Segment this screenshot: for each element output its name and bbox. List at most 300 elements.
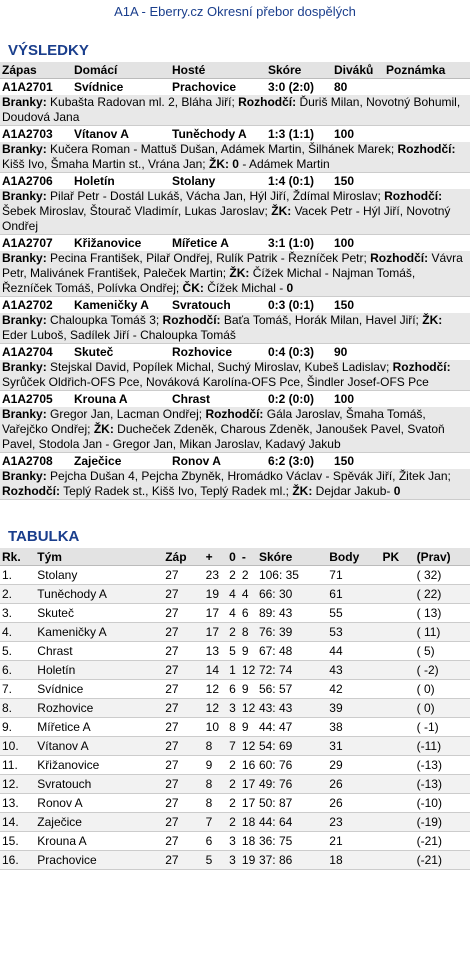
detail-label: Rozhodčí: xyxy=(205,407,264,421)
col-team: Tým xyxy=(37,548,165,566)
detail-label: Rozhodčí: xyxy=(2,484,60,498)
cell-team: Holetín xyxy=(37,661,165,680)
cell-prav: (-21) xyxy=(417,851,470,870)
results-header-skore: Skóre xyxy=(268,63,302,77)
cell-score: 44: 47 xyxy=(259,718,329,737)
cell-losses: 9 xyxy=(242,680,259,699)
cell-prav: ( 5) xyxy=(417,642,470,661)
detail-label: Branky: xyxy=(2,189,47,203)
cell-rank: 2. xyxy=(0,585,37,604)
cell-score: 66: 30 xyxy=(259,585,329,604)
cell-draws: 4 xyxy=(229,604,242,623)
cell-wins: 8 xyxy=(206,775,229,794)
match-away: Rozhovice xyxy=(172,345,233,359)
match-block xyxy=(0,297,470,344)
match-away: Tuněchody A xyxy=(172,127,247,141)
cell-losses: 18 xyxy=(242,813,259,832)
cell-played: 27 xyxy=(165,680,205,699)
cell-played: 27 xyxy=(165,832,205,851)
cell-points: 26 xyxy=(329,794,382,813)
cell-points: 23 xyxy=(329,813,382,832)
cell-pk xyxy=(383,718,417,737)
results-list xyxy=(0,79,470,500)
cell-score: 43: 43 xyxy=(259,699,329,718)
cell-draws: 3 xyxy=(229,851,242,870)
standings-header-row xyxy=(0,548,470,566)
cell-played: 27 xyxy=(165,699,205,718)
table-row xyxy=(0,718,470,737)
cell-played: 27 xyxy=(165,661,205,680)
cell-wins: 14 xyxy=(206,661,229,680)
results-header-hoste: Hosté xyxy=(172,63,206,77)
match-id: A1A2706 xyxy=(2,174,53,188)
cell-played: 27 xyxy=(165,794,205,813)
cell-rank: 4. xyxy=(0,623,37,642)
cell-rank: 6. xyxy=(0,661,37,680)
cell-played: 27 xyxy=(165,851,205,870)
cell-rank: 9. xyxy=(0,718,37,737)
detail-label: Rozhodčí: xyxy=(370,251,429,265)
detail-label: Branky: xyxy=(2,313,47,327)
match-row xyxy=(0,391,470,407)
cell-score: 37: 86 xyxy=(259,851,329,870)
cell-wins: 8 xyxy=(206,794,229,813)
cell-losses: 18 xyxy=(242,832,259,851)
match-row xyxy=(0,79,470,95)
detail-label: ČK: xyxy=(182,281,204,295)
cell-wins: 12 xyxy=(206,699,229,718)
match-details xyxy=(0,189,470,234)
cell-draws: 8 xyxy=(229,718,242,737)
detail-label: Branky: xyxy=(2,142,47,156)
cell-rank: 8. xyxy=(0,699,37,718)
col-score: Skóre xyxy=(259,548,329,566)
cell-played: 27 xyxy=(165,756,205,775)
detail-label: Rozhodčí: xyxy=(384,189,443,203)
cell-team: Ronov A xyxy=(37,794,165,813)
cell-prav: (-11) xyxy=(417,737,470,756)
col-losses: - xyxy=(242,548,259,566)
col-points: Body xyxy=(329,548,382,566)
match-away: Mířetice A xyxy=(172,236,229,250)
cell-score: 54: 69 xyxy=(259,737,329,756)
match-row xyxy=(0,235,470,251)
cell-losses: 8 xyxy=(242,623,259,642)
cell-points: 29 xyxy=(329,756,382,775)
table-row xyxy=(0,794,470,813)
cell-draws: 2 xyxy=(229,566,242,585)
detail-label: Branky: xyxy=(2,95,47,109)
match-home: Svídnice xyxy=(74,80,124,94)
match-home: Vítanov A xyxy=(74,127,129,141)
match-score: 1:3 (1:1) xyxy=(268,127,315,141)
match-id: A1A2701 xyxy=(2,80,53,94)
detail-text: Baťa Tomáš, Horák Milan, Havel Jiří; xyxy=(220,313,423,327)
match-id: A1A2708 xyxy=(2,454,53,468)
cell-points: 42 xyxy=(329,680,382,699)
cell-points: 39 xyxy=(329,699,382,718)
cell-team: Mířetice A xyxy=(37,718,165,737)
match-note xyxy=(386,126,466,142)
cell-prav: (-13) xyxy=(417,756,470,775)
match-home: Zaječice xyxy=(74,454,122,468)
match-score: 1:4 (0:1) xyxy=(268,174,315,188)
cell-score: 72: 74 xyxy=(259,661,329,680)
cell-draws: 3 xyxy=(229,832,242,851)
cell-rank: 3. xyxy=(0,604,37,623)
detail-text: Eder Luboš, Sadílek Jiří - Chaloupka Tomáš xyxy=(2,328,236,342)
cell-score: 60: 76 xyxy=(259,756,329,775)
match-row xyxy=(0,126,470,142)
cell-losses: 6 xyxy=(242,604,259,623)
results-header-poznamka: Poznámka xyxy=(386,63,446,77)
cell-wins: 13 xyxy=(206,642,229,661)
col-pk: PK xyxy=(383,548,417,566)
table-title: TABULKA xyxy=(8,528,80,545)
cell-draws: 4 xyxy=(229,585,242,604)
detail-text: Kišš Ivo, Šmaha Martin st., Vrána Jan; xyxy=(2,157,209,171)
detail-label: Rozhodčí: xyxy=(162,313,221,327)
detail-text: Šebek Miroslav, Štourač Vladimír, Lukas Jaroslav; xyxy=(2,204,272,218)
col-rank: Rk. xyxy=(0,548,37,566)
match-spectators: 100 xyxy=(334,392,355,406)
cell-prav: ( 0) xyxy=(417,699,470,718)
match-block xyxy=(0,344,470,391)
cell-points: 61 xyxy=(329,585,382,604)
cell-score: 36: 75 xyxy=(259,832,329,851)
cell-draws: 2 xyxy=(229,794,242,813)
cell-draws: 2 xyxy=(229,756,242,775)
cell-team: Vítanov A xyxy=(37,737,165,756)
cell-rank: 1. xyxy=(0,566,37,585)
detail-text: - Adámek Martin xyxy=(238,157,330,171)
detail-label: Branky: xyxy=(2,251,47,265)
cell-losses: 9 xyxy=(242,642,259,661)
cell-score: 89: 43 xyxy=(259,604,329,623)
results-header-domaci: Domácí xyxy=(74,63,118,77)
match-score: 0:4 (0:3) xyxy=(268,345,315,359)
table-row xyxy=(0,832,470,851)
cell-rank: 11. xyxy=(0,756,37,775)
match-home: Kameničky A xyxy=(74,298,149,312)
cell-score: 49: 76 xyxy=(259,775,329,794)
cell-team: Křižanovice xyxy=(37,756,165,775)
match-note xyxy=(386,235,466,251)
detail-text: Dejdar Jakub- xyxy=(312,484,394,498)
cell-pk xyxy=(383,794,417,813)
match-away: Svratouch xyxy=(172,298,231,312)
cell-pk xyxy=(383,604,417,623)
detail-text: Pilař Petr - Dostál Lukáš, Vácha Jan, Hýl Jiří, Ždímal Miroslav; xyxy=(46,189,385,203)
match-details xyxy=(0,95,470,125)
cell-pk xyxy=(383,623,417,642)
detail-text: Syrůček Oldřich-OFS Pce, Nováková Karolína-OFS Pce, Šindler Josef-OFS Pce xyxy=(2,375,429,389)
cell-prav: ( -1) xyxy=(417,718,470,737)
cell-prav: ( 13) xyxy=(417,604,470,623)
match-block xyxy=(0,126,470,173)
cell-played: 27 xyxy=(165,604,205,623)
col-draws: 0 xyxy=(229,548,242,566)
match-away: Chrast xyxy=(172,392,211,406)
cell-wins: 12 xyxy=(206,680,229,699)
col-wins: + xyxy=(206,548,229,566)
match-home: Křižanovice xyxy=(74,236,142,250)
cell-played: 27 xyxy=(165,813,205,832)
cell-wins: 7 xyxy=(206,813,229,832)
match-score: 6:2 (3:0) xyxy=(268,454,315,468)
cell-wins: 8 xyxy=(206,737,229,756)
cell-rank: 13. xyxy=(0,794,37,813)
cell-draws: 1 xyxy=(229,661,242,680)
match-spectators: 150 xyxy=(334,454,355,468)
cell-points: 55 xyxy=(329,604,382,623)
match-spectators: 90 xyxy=(334,345,348,359)
table-row xyxy=(0,851,470,870)
results-header-divaku: Diváků xyxy=(334,63,374,77)
match-spectators: 100 xyxy=(334,236,355,250)
cell-rank: 7. xyxy=(0,680,37,699)
match-row xyxy=(0,344,470,360)
cell-played: 27 xyxy=(165,718,205,737)
detail-text: Chaloupka Tomáš 3; xyxy=(46,313,163,327)
cell-team: Zaječice xyxy=(37,813,165,832)
match-score: 0:2 (0:0) xyxy=(268,392,315,406)
cell-pk xyxy=(383,813,417,832)
cell-prav: ( 0) xyxy=(417,680,470,699)
detail-label: ŽK: xyxy=(292,484,313,498)
cell-prav: ( 32) xyxy=(417,566,470,585)
col-played: Záp xyxy=(165,548,205,566)
detail-label: 0 xyxy=(286,281,294,295)
match-note xyxy=(386,344,466,360)
cell-wins: 6 xyxy=(206,832,229,851)
cell-team: Kameničky A xyxy=(37,623,165,642)
cell-points: 38 xyxy=(329,718,382,737)
match-away: Stolany xyxy=(172,174,216,188)
cell-wins: 9 xyxy=(206,756,229,775)
detail-label: ŽK: 0 xyxy=(208,157,239,171)
cell-losses: 19 xyxy=(242,851,259,870)
match-block xyxy=(0,235,470,297)
detail-text: Pecina František, Pilař Ondřej, Rulík Patrik - Řezníček Petr; xyxy=(46,251,371,265)
match-id: A1A2705 xyxy=(2,392,53,406)
match-note xyxy=(386,79,466,95)
match-id: A1A2704 xyxy=(2,345,53,359)
match-spectators: 150 xyxy=(334,174,355,188)
cell-prav: (-10) xyxy=(417,794,470,813)
cell-pk xyxy=(383,737,417,756)
cell-points: 21 xyxy=(329,832,382,851)
cell-losses: 2 xyxy=(242,566,259,585)
table-row xyxy=(0,623,470,642)
col-prav: (Prav) xyxy=(417,548,470,566)
page-title: A1A - Eberry.cz Okresní přebor dospělých xyxy=(114,4,356,19)
cell-draws: 2 xyxy=(229,775,242,794)
match-note xyxy=(386,453,466,469)
match-note xyxy=(386,297,466,313)
match-note xyxy=(386,391,466,407)
cell-wins: 17 xyxy=(206,604,229,623)
match-id: A1A2707 xyxy=(2,236,53,250)
cell-rank: 16. xyxy=(0,851,37,870)
cell-score: 56: 57 xyxy=(259,680,329,699)
match-note xyxy=(386,173,466,189)
match-block xyxy=(0,79,470,126)
cell-prav: ( -2) xyxy=(417,661,470,680)
cell-score: 44: 64 xyxy=(259,813,329,832)
cell-pk xyxy=(383,680,417,699)
detail-label: Rozhodčí: xyxy=(392,360,451,374)
cell-rank: 14. xyxy=(0,813,37,832)
detail-label: Rozhodčí: xyxy=(238,95,297,109)
cell-team: Prachovice xyxy=(37,851,165,870)
cell-played: 27 xyxy=(165,585,205,604)
cell-score: 67: 48 xyxy=(259,642,329,661)
table-row xyxy=(0,775,470,794)
cell-wins: 19 xyxy=(206,585,229,604)
cell-losses: 12 xyxy=(242,737,259,756)
cell-played: 27 xyxy=(165,737,205,756)
table-row xyxy=(0,585,470,604)
cell-losses: 12 xyxy=(242,699,259,718)
cell-pk xyxy=(383,832,417,851)
match-score: 3:1 (1:0) xyxy=(268,236,315,250)
table-row xyxy=(0,661,470,680)
cell-wins: 5 xyxy=(206,851,229,870)
cell-score: 50: 87 xyxy=(259,794,329,813)
match-spectators: 100 xyxy=(334,127,355,141)
detail-text: Kučera Roman - Mattuš Dušan, Adámek Martin, Šilhánek Marek; xyxy=(46,142,398,156)
detail-label: Rozhodčí: xyxy=(397,142,456,156)
match-details xyxy=(0,360,470,390)
cell-losses: 17 xyxy=(242,794,259,813)
match-score: 0:3 (0:1) xyxy=(268,298,315,312)
match-score: 3:0 (2:0) xyxy=(268,80,315,94)
match-row xyxy=(0,297,470,313)
cell-prav: ( 22) xyxy=(417,585,470,604)
match-spectators: 150 xyxy=(334,298,355,312)
detail-text: Vávra Petr, Malivánek František, Paleček Martin; xyxy=(2,251,463,280)
match-details xyxy=(0,251,470,296)
cell-pk xyxy=(383,566,417,585)
detail-label: ŽK: xyxy=(422,313,443,327)
cell-pk xyxy=(383,699,417,718)
cell-pk xyxy=(383,775,417,794)
cell-points: 31 xyxy=(329,737,382,756)
detail-label: 0 xyxy=(393,484,401,498)
match-away: Prachovice xyxy=(172,80,237,94)
standings-table xyxy=(0,548,470,870)
cell-points: 43 xyxy=(329,661,382,680)
detail-text: Pejcha Dušan 4, Pejcha Zbyněk, Hromádko Václav - Spěvák Jiří, Žitek Jan; xyxy=(46,469,451,483)
cell-played: 27 xyxy=(165,566,205,585)
results-header-zapas: Zápas xyxy=(2,63,37,77)
detail-text: Vacek Petr - Hýl Jiří, Novotný Ondřej xyxy=(2,204,451,233)
cell-losses: 9 xyxy=(242,718,259,737)
cell-prav: (-13) xyxy=(417,775,470,794)
cell-draws: 5 xyxy=(229,642,242,661)
cell-losses: 12 xyxy=(242,661,259,680)
cell-team: Svratouch xyxy=(37,775,165,794)
cell-draws: 2 xyxy=(229,813,242,832)
detail-text: Ďuriš Milan, Novotný Bohumil, Doudová Jana xyxy=(2,95,461,124)
cell-pk xyxy=(383,661,417,680)
detail-text: Stejskal David, Popílek Michal, Suchý Miroslav, Kubeš Ladislav; xyxy=(46,360,393,374)
table-row xyxy=(0,813,470,832)
match-block xyxy=(0,453,470,500)
cell-rank: 15. xyxy=(0,832,37,851)
cell-score: 106: 35 xyxy=(259,566,329,585)
cell-pk xyxy=(383,756,417,775)
match-home: Krouna A xyxy=(74,392,128,406)
cell-draws: 2 xyxy=(229,623,242,642)
cell-wins: 10 xyxy=(206,718,229,737)
cell-draws: 7 xyxy=(229,737,242,756)
match-away: Ronov A xyxy=(172,454,221,468)
match-block xyxy=(0,173,470,235)
table-row xyxy=(0,604,470,623)
detail-label: Branky: xyxy=(2,469,47,483)
match-spectators: 80 xyxy=(334,80,348,94)
detail-text: Gála Jaroslav, Šmaha Tomáš, Vařejčko Ondřej; xyxy=(2,407,426,436)
cell-points: 18 xyxy=(329,851,382,870)
table-row xyxy=(0,756,470,775)
cell-wins: 17 xyxy=(206,623,229,642)
cell-draws: 3 xyxy=(229,699,242,718)
match-row xyxy=(0,173,470,189)
match-home: Holetín xyxy=(74,174,115,188)
cell-played: 27 xyxy=(165,642,205,661)
detail-label: Branky: xyxy=(2,407,47,421)
match-details xyxy=(0,313,470,343)
detail-text: Teplý Radek st., Kišš Ivo, Teplý Radek ml.; xyxy=(60,484,293,498)
cell-team: Tuněchody A xyxy=(37,585,165,604)
cell-prav: (-21) xyxy=(417,832,470,851)
match-row xyxy=(0,453,470,469)
cell-prav: (-19) xyxy=(417,813,470,832)
detail-label: Branky: xyxy=(2,360,47,374)
cell-losses: 17 xyxy=(242,775,259,794)
detail-text: Čížek Michal - xyxy=(203,281,287,295)
cell-team: Svídnice xyxy=(37,680,165,699)
table-row xyxy=(0,642,470,661)
detail-text: Gregor Jan, Lacman Ondřej; xyxy=(46,407,206,421)
match-id: A1A2703 xyxy=(2,127,53,141)
cell-pk xyxy=(383,851,417,870)
cell-draws: 6 xyxy=(229,680,242,699)
detail-label: ŽK: xyxy=(271,204,292,218)
table-row xyxy=(0,737,470,756)
results-title: VÝSLEDKY xyxy=(8,42,89,59)
cell-team: Chrast xyxy=(37,642,165,661)
table-row xyxy=(0,699,470,718)
match-details xyxy=(0,142,470,172)
cell-pk xyxy=(383,585,417,604)
match-details xyxy=(0,469,470,499)
detail-text: Kubašta Radovan ml. 2, Bláha Jiří; xyxy=(46,95,239,109)
match-home: Skuteč xyxy=(74,345,114,359)
cell-team: Skuteč xyxy=(37,604,165,623)
cell-pk xyxy=(383,642,417,661)
cell-rank: 10. xyxy=(0,737,37,756)
table-row xyxy=(0,566,470,585)
table-row xyxy=(0,680,470,699)
cell-team: Rozhovice xyxy=(37,699,165,718)
cell-score: 76: 39 xyxy=(259,623,329,642)
cell-played: 27 xyxy=(165,775,205,794)
cell-team: Stolany xyxy=(37,566,165,585)
cell-team: Krouna A xyxy=(37,832,165,851)
